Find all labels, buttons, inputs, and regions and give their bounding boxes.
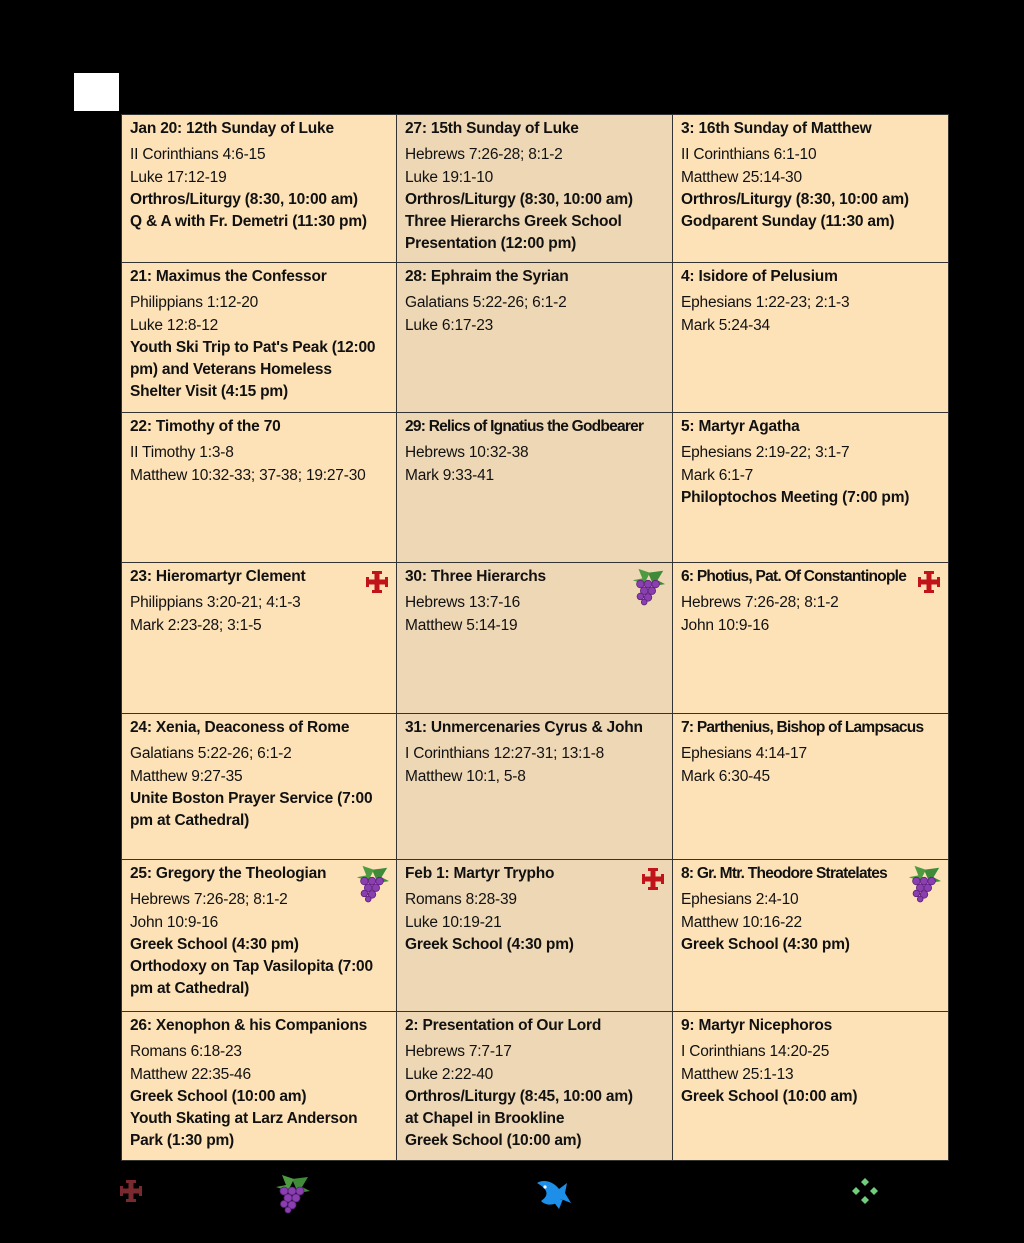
scripture-reading: Luke 10:19-21 <box>405 913 502 931</box>
grapes-icon <box>905 863 943 910</box>
day-cell <box>397 563 673 714</box>
day-title: 5: Martyr Agatha <box>681 418 800 435</box>
scripture-reading: John 10:9-16 <box>130 913 219 931</box>
scripture-reading: Hebrews 7:7-17 <box>405 1043 512 1061</box>
scripture-reading: Philippians 1:12-20 <box>130 294 259 312</box>
day-title: 21: Maximus the Confessor <box>130 268 327 285</box>
event-line: at Chapel in Brookline <box>405 1110 565 1128</box>
scripture-reading: Matthew 22:35-46 <box>130 1065 251 1083</box>
day-cell <box>397 714 673 860</box>
diamond-legend-icon <box>850 1176 880 1206</box>
event-line: Unite Boston Prayer Service (7:00 <box>130 789 373 807</box>
scripture-reading: Matthew 9:27-35 <box>130 767 243 785</box>
day-title: 27: 15th Sunday of Luke <box>405 120 579 137</box>
scripture-reading: Luke 17:12-19 <box>130 168 227 186</box>
scripture-reading: Luke 2:22-40 <box>405 1065 494 1083</box>
scripture-reading: Luke 12:8-12 <box>130 316 219 334</box>
scripture-reading: Matthew 10:1, 5-8 <box>405 767 526 785</box>
day-cell <box>673 115 949 263</box>
scripture-reading: Galatians 5:22-26; 6:1-2 <box>405 294 567 312</box>
day-cell <box>673 413 949 563</box>
day-title: 25: Gregory the Theologian <box>130 865 327 882</box>
red-cross-icon <box>916 569 942 602</box>
scripture-reading: Matthew 10:16-22 <box>681 913 802 931</box>
day-cell <box>122 563 397 714</box>
day-cell <box>122 263 397 413</box>
scripture-reading: Hebrews 13:7-16 <box>405 594 521 612</box>
scripture-reading: I Corinthians 12:27-31; 13:1-8 <box>405 745 605 763</box>
fish-legend-icon <box>533 1175 573 1211</box>
scripture-reading: Luke 19:1-10 <box>405 168 494 186</box>
day-cell <box>122 860 397 1012</box>
scripture-reading: Mark 6:30-45 <box>681 767 770 785</box>
scripture-reading: Mark 5:24-34 <box>681 316 770 334</box>
day-title: 26: Xenophon & his Companions <box>130 1017 368 1034</box>
day-cell <box>673 1012 949 1161</box>
event-line: Orthros/Liturgy (8:30, 10:00 am) <box>130 190 358 208</box>
day-cell <box>397 860 673 1012</box>
scripture-reading: Hebrews 7:26-28; 8:1-2 <box>681 594 839 612</box>
day-cell <box>122 1012 397 1161</box>
scripture-reading: Mark 2:23-28; 3:1-5 <box>130 616 262 634</box>
scripture-reading: Hebrews 10:32-38 <box>405 444 529 462</box>
day-title: 30: Three Hierarchs <box>405 568 546 585</box>
day-cell <box>397 115 673 263</box>
event-line: Godparent Sunday (11:30 am) <box>681 213 895 231</box>
scripture-reading: Matthew 5:14-19 <box>405 616 518 634</box>
day-title: Feb 1: Martyr Trypho <box>405 865 555 882</box>
scripture-reading: Galatians 5:22-26; 6:1-2 <box>130 745 292 763</box>
scripture-reading: II Corinthians 6:1-10 <box>681 146 817 164</box>
day-cell <box>397 263 673 413</box>
grapes-icon <box>629 566 667 613</box>
event-line: Youth Skating at Larz Anderson <box>130 1110 358 1128</box>
event-line: pm) and Veterans Homeless <box>130 361 332 379</box>
day-title: 9: Martyr Nicephoros <box>681 1017 833 1034</box>
day-cell <box>122 413 397 563</box>
day-title: 3: 16th Sunday of Matthew <box>681 120 872 137</box>
event-line: pm at Cathedral) <box>130 980 250 998</box>
calendar-grid <box>121 114 949 1161</box>
white-box <box>74 73 119 111</box>
scripture-reading: John 10:9-16 <box>681 616 770 634</box>
day-title: 31: Unmercenaries Cyrus & John <box>405 719 643 736</box>
scripture-reading: Romans 8:28-39 <box>405 891 517 909</box>
day-title: 8: Gr. Mtr. Theodore Stratelates <box>681 865 887 882</box>
day-cell <box>673 563 949 714</box>
event-line: pm at Cathedral) <box>130 812 250 830</box>
scripture-reading: I Corinthians 14:20-25 <box>681 1043 830 1061</box>
event-line: Shelter Visit (4:15 pm) <box>130 383 288 401</box>
red-cross-icon <box>364 569 390 602</box>
scripture-reading: Luke 6:17-23 <box>405 316 494 334</box>
day-cell <box>397 1012 673 1161</box>
scripture-reading: Hebrews 7:26-28; 8:1-2 <box>130 891 288 909</box>
scripture-reading: Romans 6:18-23 <box>130 1043 242 1061</box>
day-cell <box>673 714 949 860</box>
day-cell <box>673 860 949 1012</box>
day-title: 24: Xenia, Deaconess of Rome <box>130 719 350 736</box>
scripture-reading: Ephesians 2:4-10 <box>681 891 799 909</box>
event-line: Three Hierarchs Greek School <box>405 213 622 231</box>
event-line: Greek School (4:30 pm) <box>681 935 850 953</box>
grapes-icon <box>353 863 391 910</box>
day-title: 7: Parthenius, Bishop of Lampsacus <box>681 719 924 736</box>
day-title: 23: Hieromartyr Clement <box>130 568 306 585</box>
day-cell <box>122 714 397 860</box>
scripture-reading: Matthew 10:32-33; 37-38; 19:27-30 <box>130 466 366 484</box>
scripture-reading: Mark 6:1-7 <box>681 466 754 484</box>
event-line: Greek School (10:00 am) <box>130 1087 307 1105</box>
scripture-reading: Ephesians 2:19-22; 3:1-7 <box>681 444 850 462</box>
scripture-reading: Matthew 25:1-13 <box>681 1065 794 1083</box>
scripture-reading: Matthew 25:14-30 <box>681 168 802 186</box>
event-line: Orthros/Liturgy (8:45, 10:00 am) <box>405 1087 633 1105</box>
grapes-legend-icon <box>272 1172 312 1214</box>
cross-legend-icon <box>118 1178 144 1204</box>
day-title: 2: Presentation of Our Lord <box>405 1017 602 1034</box>
day-title: 22: Timothy of the 70 <box>130 418 281 435</box>
event-line: Philoptochos Meeting (7:00 pm) <box>681 488 910 506</box>
day-title: 28: Ephraim the Syrian <box>405 268 569 285</box>
event-line: Youth Ski Trip to Pat's Peak (12:00 <box>130 338 376 356</box>
event-line: Greek School (10:00 am) <box>405 1132 582 1150</box>
scripture-reading: II Timothy 1:3-8 <box>130 444 234 462</box>
event-line: Orthodoxy on Tap Vasilopita (7:00 <box>130 958 373 976</box>
event-line: Greek School (4:30 pm) <box>405 935 574 953</box>
scripture-reading: Ephesians 1:22-23; 2:1-3 <box>681 294 850 312</box>
event-line: Presentation (12:00 pm) <box>405 235 577 253</box>
red-cross-icon <box>640 866 666 899</box>
day-cell <box>122 115 397 263</box>
event-line: Q & A with Fr. Demetri (11:30 pm) <box>130 213 367 231</box>
scripture-reading: Hebrews 7:26-28; 8:1-2 <box>405 146 563 164</box>
scripture-reading: II Corinthians 4:6-15 <box>130 146 266 164</box>
day-title: 6: Photius, Pat. Of Constantinople <box>681 568 907 585</box>
scripture-reading: Philippians 3:20-21; 4:1-3 <box>130 594 301 612</box>
scripture-reading: Ephesians 4:14-17 <box>681 745 807 763</box>
day-title: 29: Relics of Ignatius the Godbearer <box>405 418 644 435</box>
event-line: Greek School (10:00 am) <box>681 1087 858 1105</box>
day-title: 4: Isidore of Pelusium <box>681 268 838 285</box>
event-line: Greek School (4:30 pm) <box>130 935 299 953</box>
event-line: Park (1:30 pm) <box>130 1132 235 1150</box>
event-line: Orthros/Liturgy (8:30, 10:00 am) <box>405 190 633 208</box>
day-title: Jan 20: 12th Sunday of Luke <box>130 120 334 137</box>
day-cell <box>397 413 673 563</box>
scripture-reading: Mark 9:33-41 <box>405 466 494 484</box>
day-cell <box>673 263 949 413</box>
event-line: Orthros/Liturgy (8:30, 10:00 am) <box>681 190 909 208</box>
